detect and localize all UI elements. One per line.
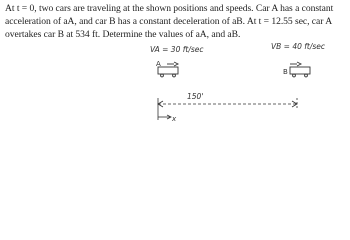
problem-line-3: overtakes car B at 534 ft. Determine the values of aA, and aB. — [5, 29, 241, 40]
separation-dimension — [158, 98, 297, 110]
car-b-speed-label: VB = 40 ft/sec — [271, 42, 326, 51]
car-b-sketch — [290, 62, 310, 77]
separation-label: 150' — [187, 92, 204, 101]
car-a-sketch — [158, 62, 178, 77]
x-axis-reference — [158, 98, 171, 120]
car-a-label: A — [156, 60, 161, 68]
problem-line-2: acceleration of aA, and car B has a constant deceleration of aB. At t = 12.55 sec, car A — [5, 16, 333, 27]
x-axis-label: x — [172, 115, 177, 123]
car-b-label: B — [283, 68, 288, 76]
problem-line-1: At t = 0, two cars are traveling at the shown positions and speeds. Car A has a constant — [5, 3, 334, 14]
car-a-speed-label: VA = 30 ft/sec — [150, 45, 204, 54]
